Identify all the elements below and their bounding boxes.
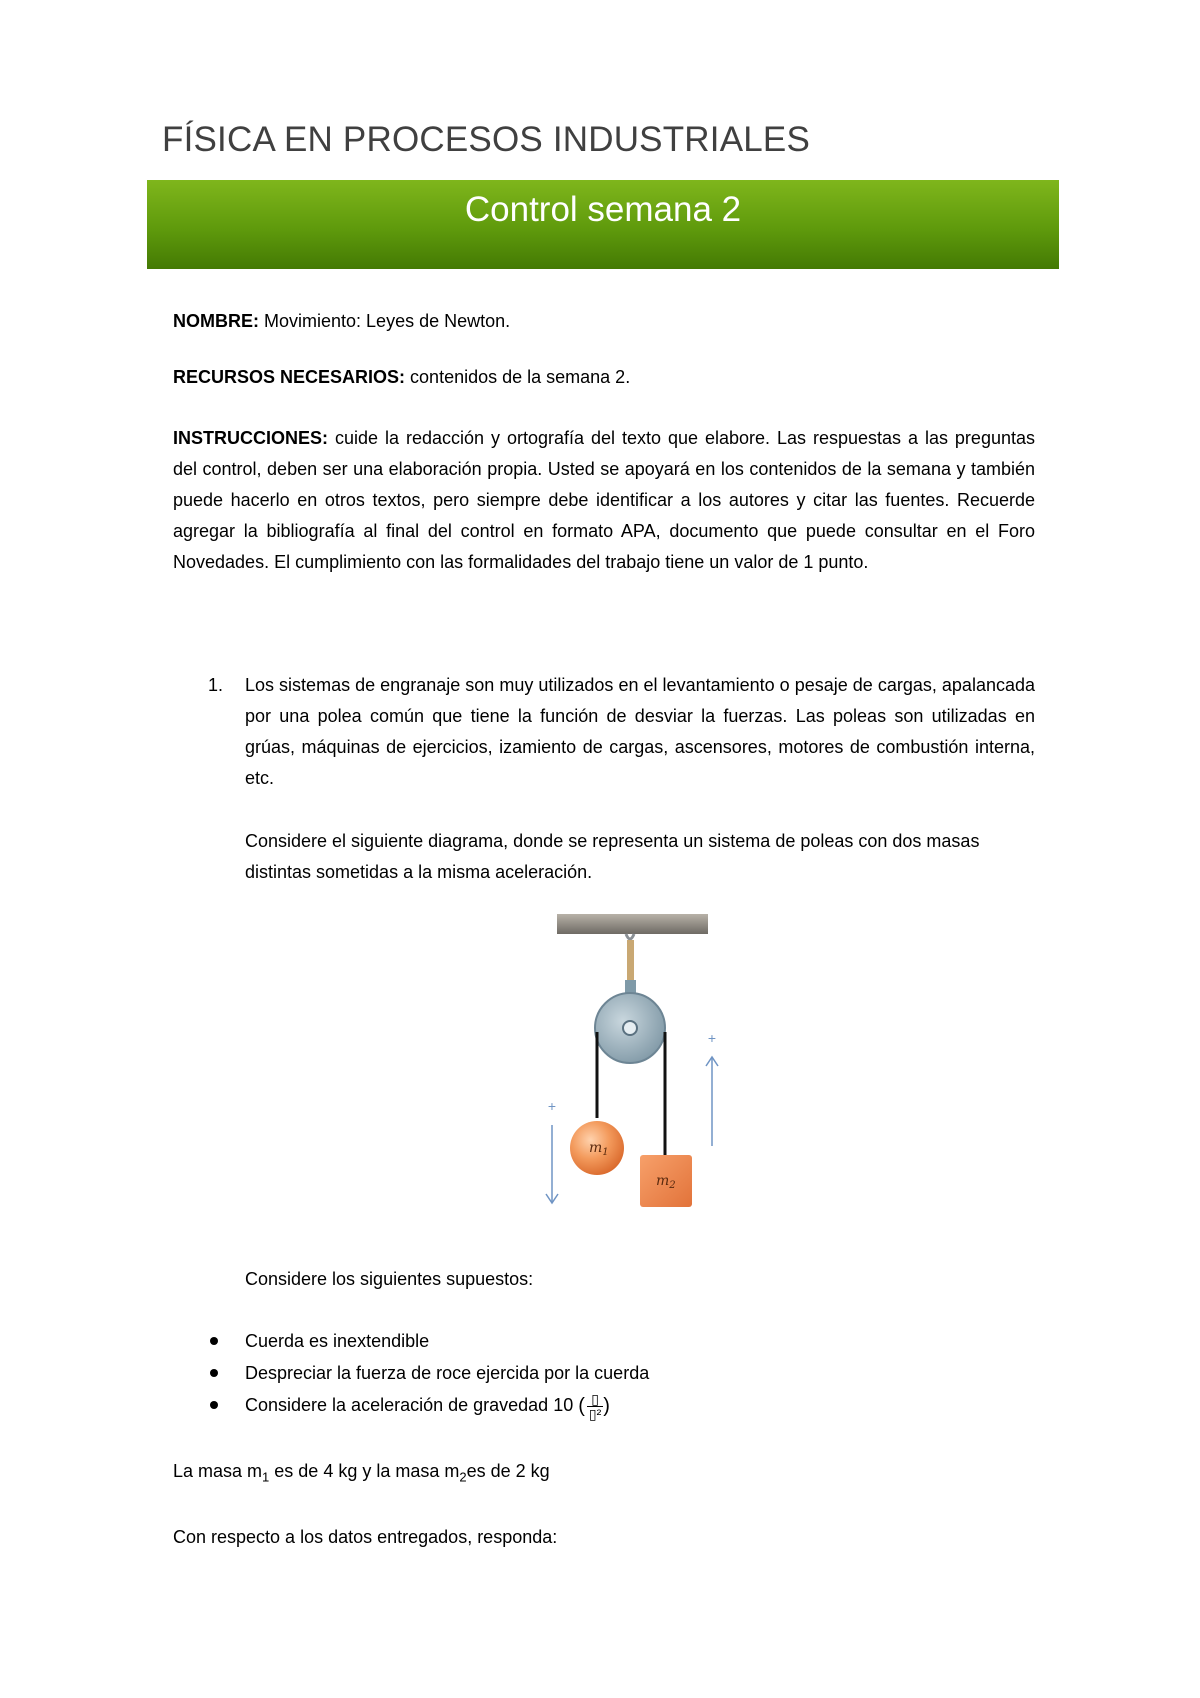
- nombre-label: NOMBRE:: [173, 311, 259, 331]
- pulley-axle: [623, 1021, 637, 1035]
- recursos-line: [173, 362, 1035, 393]
- banner-title: Control semana 2: [464, 190, 742, 229]
- recursos-label: RECURSOS NECESARIOS:: [173, 367, 406, 387]
- masses-line: La masa $m_1$ es de 4 kg y la masa $m_2es$ de 2 kg: [173, 1461, 550, 1485]
- ceiling: [557, 914, 708, 934]
- nombre-value: Movimiento: Leyes de Newton.: [264, 311, 511, 331]
- instrucciones-paragraph: [173, 423, 1035, 578]
- ceiling-hook: [626, 934, 634, 939]
- bullet-icon: [210, 1337, 218, 1345]
- title-banner: [147, 180, 1059, 269]
- instrucciones-label: INSTRUCCIONES:: [173, 428, 329, 448]
- recursos-value: contenidos de la semana 2.: [410, 367, 631, 387]
- plus-left: +: [547, 1098, 557, 1114]
- pulley-diagram: [530, 910, 730, 1210]
- instrucciones-value: cuide la redacción y ortografía del texto que elabore. Las respuestas a las preguntas del control, deben ser una elaboración propia. Usted se apoyará en los contenidos de la semana y también puede hacerlo en otros textos, pero siempre debe identificar a los autores y citar las fuentes. Recuerde agregar la bibliografía al final del control en formato APA, documento que puede consultar en el Foro Novedades. El cumplimiento con las formalidades del trabajo tiene un valor de 1 punto.: [173, 428, 1035, 572]
- plus-right: +: [707, 1030, 717, 1046]
- assumptions-title: Considere los siguientes supuestos:: [245, 1269, 534, 1289]
- diagram-intro: Considere el siguiente diagrama, donde se representa un sistema de poleas con dos masas distintas sometidas a la misma aceleración.: [245, 831, 980, 882]
- bullet-icon: [210, 1369, 218, 1377]
- bullet-icon: [210, 1401, 218, 1409]
- question-number: 1.: [208, 675, 224, 695]
- nombre-line: [173, 306, 1035, 337]
- question-intro: Los sistemas de engranaje son muy utilizados en el levantamiento o pesaje de cargas, apalancada por una polea común que tiene la función de desviar la fuerzas. Las poleas son utilizadas en grúas, máquinas de ejercicios, izamiento de cargas, ascensores, motores de combustión interna, etc.: [245, 675, 1035, 788]
- document-page: FÍSICA EN PROCESOS INDUSTRIALES Control semana 2 NOMBRE: Movimiento: Leyes de Newton. RECURSOS NECESARIOS: contenidos de la semana 2. INSTRUCCIONES: cuide la redacción y ortografía del texto que elabore. Las respuestas a las preguntas del control, deben ser una elaboración propia. Usted se apoyará en los contenidos de la semana y también puede hacerlo en otros textos, pero siempre debe identificar a los autores y citar las fuentes. Recuerde agregar la bibliografía al final del control en formato APA, documento que puede consultar en el Foro Novedades. El cumplimiento con las formalidades del trabajo tiene un valor de 1 punto. 1. Los sistemas de engranaje son muy utilizados en el levantamiento o pesaje de cargas, apalancada por una polea común que tiene la función de desviar la fuerzas. Las poleas son utilizadas en grúas, máquinas de ejercicios, izamiento de cargas, ascensores, motores de combustión interna, etc. Considere el siguiente diagrama, donde se representa un sistema de poleas con dos masas distintas sometidas a la misma aceleración. $m_1$ $m_2$ + + Considere los siguientes supuestos: Cuerda es inextendible Despreciar la fuerza de roce ejercida por la cuerda Considere la aceleración de gravedad 10 ( $\frac{▯}{\text{▯²}}$ ) La masa $m_1$ es de 4 kg y la masa $m_2es$ de 2 kg Con respecto a los datos entregados, responda:: [0, 0, 1200, 1698]
- gravity-unit: $\frac{▯}{\text{▯²}}$: [588, 1390, 602, 1422]
- mass-m2-label: $m_2$: [656, 1173, 676, 1191]
- closing-line: Con respecto a los datos entregados, responda:: [173, 1527, 558, 1547]
- hanging-rope: [627, 940, 634, 982]
- course-title: FÍSICA EN PROCESOS INDUSTRIALES: [162, 120, 811, 159]
- mass-m1-label: $m_1$: [589, 1140, 609, 1158]
